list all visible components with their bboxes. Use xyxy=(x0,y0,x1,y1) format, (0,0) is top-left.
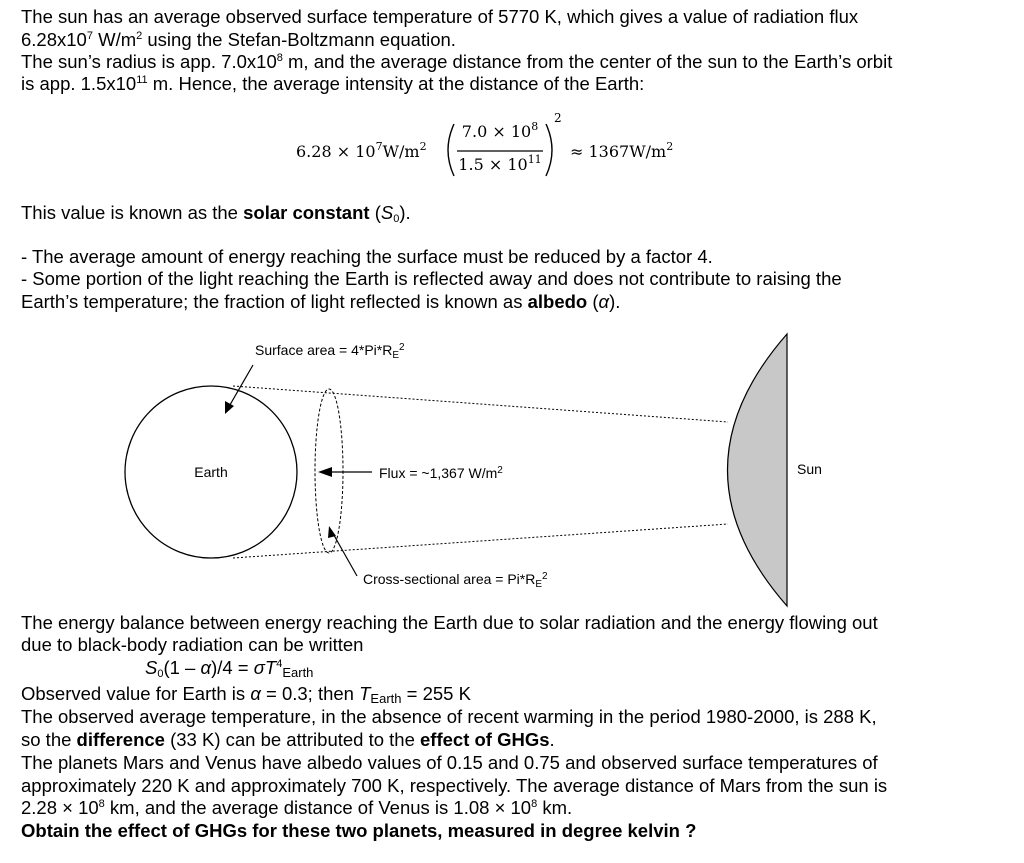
fraction-denominator: $1.5 \times 10^{11}$ xyxy=(458,153,542,174)
mars-venus-line-2: approximately 220 K and approximately 700 K, respectively. The average distance of Mars from the sun is xyxy=(21,775,888,796)
bullet-factor-4: - The average amount of energy reaching the surface must be reduced by a factor 4. xyxy=(21,246,713,267)
bullet-albedo-1: - Some portion of the light reaching the Earth is reflected away and does not contribute to raising the xyxy=(21,268,842,289)
flux-label: Flux = ~1,367 $W/m^2$ xyxy=(379,465,503,481)
mars-venus-line-1: The planets Mars and Venus have albedo values of 0.15 and 0.75 and observed surface temperatures of xyxy=(21,752,878,773)
observed-value-line: Observed value for Earth is α = 0.3; then $T_{Earth} = 255$ K xyxy=(21,683,471,706)
cross-section-label: Cross-sectional area = $Pi*R_E^2$ xyxy=(363,571,548,590)
upper-ray-line xyxy=(233,386,728,422)
solar-constant-line: This value is known as the solar constant $(S_0)$. xyxy=(21,202,411,225)
sun-label: Sun xyxy=(797,461,822,477)
cross-section-arrow xyxy=(331,530,357,576)
sun-shape xyxy=(728,334,788,606)
intro-line-3: The sun’s radius is app. $7.0x10^8$ m, and the average distance from the center of the sun to the Earth’s orbit xyxy=(21,51,893,72)
energy-balance-line-1: The energy balance between energy reaching the Earth due to solar radiation and the energy flowing out xyxy=(21,612,878,633)
observed-temperature-line-1: The observed average temperature, in the absence of recent warming in the period 1980-2000, is 288 K, xyxy=(21,706,877,727)
bullet-albedo-2: Earth’s temperature; the fraction of light reflected is known as albedo (α). xyxy=(21,291,621,312)
equation-power: 2 xyxy=(554,111,562,125)
mars-venus-line-3: $2.28 \times 10^8$ km, and the average distance of Venus is $1.08 \times 10^8$ km. xyxy=(21,797,573,818)
observed-temperature-line-2: so the difference (33 K) can be attributed to the effect of GHGs. xyxy=(21,729,555,750)
lower-ray-line xyxy=(233,524,728,558)
surface-area-label: Surface area = $4*Pi*R_E^2$ xyxy=(255,342,405,361)
equation-rhs: ≈ $1367W/m^2$ xyxy=(570,140,674,161)
intro-line-1: The sun has an average observed surface temperature of 5770 K, which gives a value of radiation flux xyxy=(21,6,859,27)
intro-line-4: is app. $1.5x10^{11}$ m. Hence, the average intensity at the distance of the Earth: xyxy=(21,73,645,94)
intro-line-2: $6.28x10^7$ $W/m^2$ using the Stefan-Boltzmann equation. xyxy=(21,29,456,50)
energy-balance-formula: $S_0(1 - \alpha)/4 = \sigma T^4_{Earth}$ xyxy=(145,657,314,680)
energy-balance-line-2: due to black-body radiation can be written xyxy=(21,634,364,655)
cross-section-arrowhead xyxy=(328,526,336,538)
earth-label: Earth xyxy=(194,464,228,480)
question-line: Obtain the effect of GHGs for these two planets, measured in degree kelvin ? xyxy=(21,820,697,841)
earth-sun-diagram xyxy=(0,330,1024,615)
equation-lhs: $6.28 \times 10^7W/m^2$ xyxy=(296,140,427,161)
fraction-numerator: $7.0 \times 10^8$ xyxy=(461,120,539,141)
flux-arrowhead xyxy=(318,467,332,477)
